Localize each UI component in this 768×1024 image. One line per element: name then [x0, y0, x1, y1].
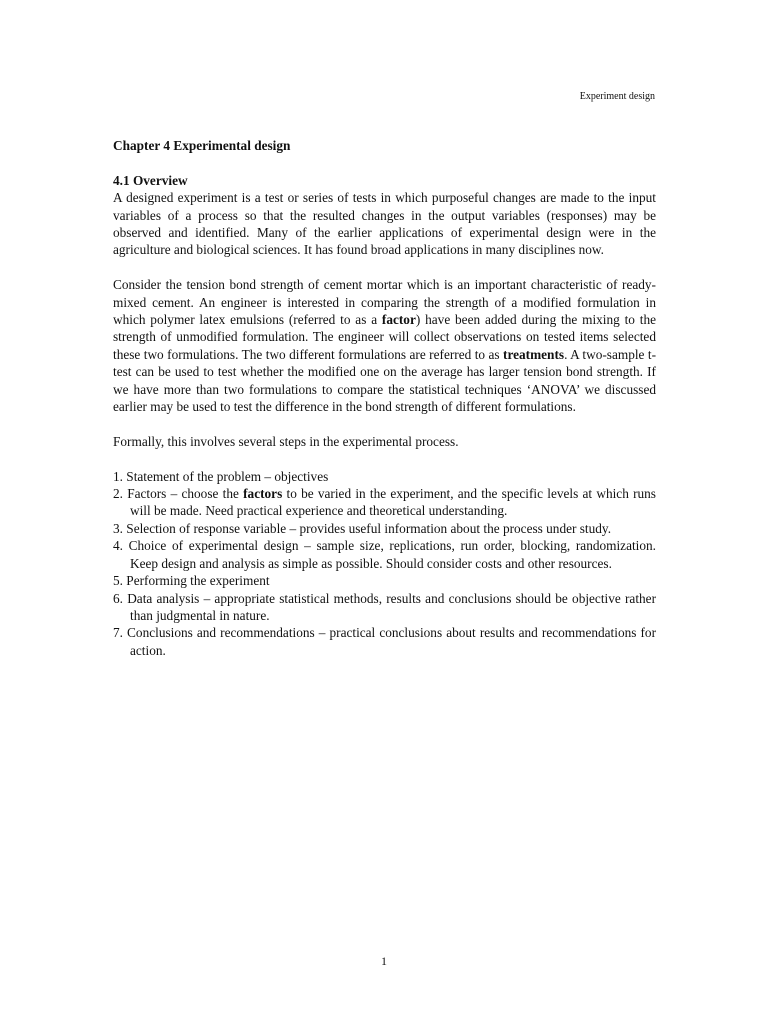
list-item: 3. Selection of response variable – provides useful information about the process under study.: [113, 520, 612, 536]
section-heading: 4.1 Overview: [113, 172, 188, 188]
page-number: 1: [381, 954, 387, 968]
list-item: 6. Data analysis – appropriate statistical methods, results and conclusions should be objective rather than judgmental in nature.: [113, 590, 656, 623]
term-factor: factor: [381, 312, 416, 328]
steps-intro-paragraph: Formally, this involves several steps in the experimental process.: [113, 433, 459, 449]
experiment-steps-list: [113, 468, 656, 659]
paragraph-text: Consider the tension bond strength of cement mortar which is an important characteristic of ready-mixed cement. An engineer is interested in comparing the strength of a modified formulation in which polymer latex emulsions (referred to as a: [113, 277, 656, 328]
chapter-title: Chapter 4 Experimental design: [113, 138, 291, 153]
overview-paragraph: A designed experiment is a test or series of tests in which purposeful changes are made to the input variables of a process so that the resulted changes in the output variables (responses) may be observed and identified. Many of the earlier applications of experimental design were in the agriculture and biological sciences. It has found broad applications in many disciplines now.: [113, 190, 656, 258]
running-header: Experiment design: [579, 91, 655, 102]
paragraph-text: ) have been added during the mixing to the strength of unmodified formulation. The engineer will collect observations on tested items selected these two formulations. The two different formulations are referred to as: [113, 312, 656, 362]
document-body: [113, 137, 656, 659]
list-item: 4. Choice of experimental design – sample size, replications, run order, blocking, randomization. Keep design and analysis as simple as possible. Should consider costs and other resources.: [113, 538, 656, 571]
list-item: 7. Conclusions and recommendations – practical conclusions about results and recommendations for action.: [113, 625, 656, 658]
paragraph-text: . A two-sample t-test can be used to test whether the modified one on the average has larger tension bond strength. If we have more than two formulations to compare the statistical techniques ‘ANOVA’ we discussed earlier may be used to test the difference in the bond strength of different formulations.: [113, 346, 657, 415]
term-factors: factors: [243, 486, 283, 502]
list-item: 1. Statement of the problem – objectives: [113, 468, 329, 484]
term-treatments: treatments: [503, 346, 565, 362]
list-item: 5. Performing the experiment: [113, 573, 270, 589]
list-item-text: 2. Factors – choose the: [113, 486, 244, 502]
list-item: [113, 485, 656, 520]
cement-example-paragraph: [113, 276, 656, 415]
list-item-text: to be varied in the experiment, and the specific levels at which runs will be made. Need practical experience and theoretical understanding.: [130, 486, 656, 519]
